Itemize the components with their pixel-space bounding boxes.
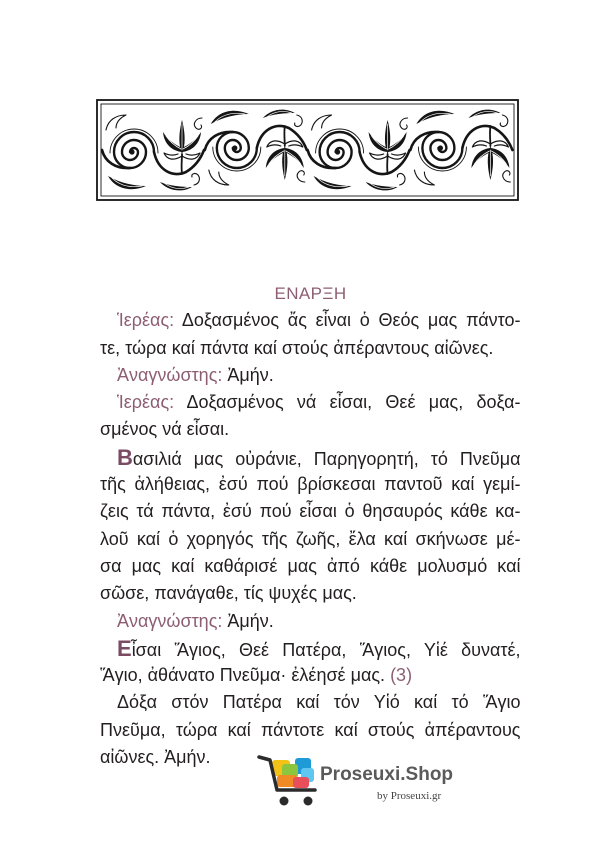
- cart-wheel: [280, 797, 289, 806]
- logo-byline: by Proseuxi.gr: [377, 790, 442, 802]
- line-text: Ἅγιο, ἀθάνατο Πνεῦμα· ἐλέησέ μας.: [100, 665, 386, 686]
- shopping-cart-icon: [255, 748, 317, 808]
- text-line: [117, 362, 521, 389]
- line-text: ἶσαι Ἅγιος, Θεέ Πατέρα, Ἅγιος, Υἱέ δυνατέ,: [131, 639, 521, 660]
- line-text: Δοξασμένος ἄς εἶναι ὁ Θεός μας πάντο-: [181, 310, 521, 331]
- speaker-label: Ἱερέας:: [117, 310, 175, 331]
- logo-block-red: [293, 777, 309, 788]
- text-line: σα μας καί καθάρισέ μας ἀπό κάθε μολυσμό καί: [100, 555, 521, 576]
- text-line: Πνεῦμα, τώρα καί πάντοτε καί στούς ἀπέραντους: [100, 719, 521, 740]
- cart-wheel: [304, 797, 313, 806]
- text-line: ζεις τά πάντα, ἐσύ πού εἶσαι ὁ θησαυρός κάθε κα-: [100, 501, 521, 522]
- initial-letter: Ε: [117, 635, 132, 661]
- line-text: Ἀμήν.: [227, 364, 274, 385]
- speaker-label: Ἀναγνώστης:: [117, 364, 223, 385]
- text-line: [117, 635, 521, 662]
- line-text: Ἀμήν.: [227, 610, 274, 631]
- text-line: [117, 444, 521, 471]
- text-line: [117, 307, 521, 334]
- text-line: [100, 662, 521, 689]
- speaker-label: Ἀναγνώστης:: [117, 610, 223, 631]
- initial-letter: Β: [117, 444, 133, 470]
- text-line: σῶσε, πανάγαθε, τίς ψυχές μας.: [100, 583, 357, 604]
- prayer-text: [100, 280, 521, 771]
- line-text: ασιλιά μας οὐράνιε, Παρηγορητή, τό Πνεῦμα: [132, 448, 521, 469]
- text-line: [117, 608, 521, 635]
- text-line: τῆς ἀλήθειας, ἐσύ πού βρίσκεσαι παντοῦ καί γεμί-: [100, 474, 521, 495]
- text-line: σμένος νά εἶσαι.: [100, 419, 230, 440]
- text-line: αἰῶνες. Ἀμήν.: [100, 747, 211, 768]
- logo-brand-name: Proseuxi.Shop: [320, 764, 454, 785]
- repeat-count: (3): [390, 665, 413, 686]
- speaker-label: Ἱερέας:: [117, 392, 175, 413]
- section-title: ΕΝΑΡΞΗ: [274, 284, 347, 303]
- text-line: [117, 389, 521, 416]
- text-line: Δόξα στόν Πατέρα καί τόν Υἱό καί τό Ἅγιο: [117, 692, 521, 713]
- text-line: τε, τώρα καί πάντα καί στούς ἀπέραντους αἰῶνες.: [100, 337, 494, 358]
- line-text: Δοξασμένος νά εἶσαι, Θεέ μας, δοξα-: [186, 392, 521, 413]
- text-line: λοῦ καί ὁ χορηγός τῆς ζωῆς, ἔλα καί σκήνωσε μέ-: [100, 528, 521, 549]
- ornamental-header-band: [95, 98, 520, 202]
